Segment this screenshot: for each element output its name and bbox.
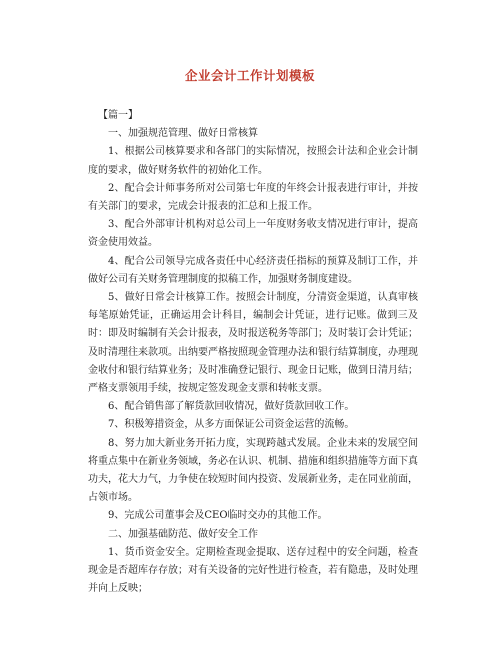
section-heading: 二、加强基础防范、做好安全工作	[108, 528, 258, 540]
document-title: 企业会计工作计划模板	[184, 68, 315, 83]
paragraph: 8、努力加大新业务开拓力度，实现跨越式发展。企业未来的发展空间将重点集中在新业务领域，务必在认识、机制、措施和组织措施等方面下真功夫，花大力气，力争使在较短时间内投资、发展新业务，走在同业前面，占领市场。	[88, 437, 418, 504]
paragraph: 5、做好日常会计核算工作。按照会计制度，分清资金渠道，认真审核每笔原始凭证，正确运用会计科目，编制会计凭证，进行记账。做到三及时：即及时编制有关会计报表，及时报送税务等部门；及时装订会计凭证；及时清理往来款项。出纳要严格按照现金管理办法和银行结算制度，办理现金收付和银行结算业务；及时准确登记银行、现金日记账，做到日清月结；严格支票领用手续，按规定签发现金支票和转帐支票。	[88, 292, 418, 395]
document-body	[88, 107, 418, 598]
paragraph: 7、积极筹措资金，从多方面保证公司资金运营的流畅。	[108, 419, 355, 431]
section-heading: 一、加强规范管理、做好日常核算	[108, 128, 258, 140]
paragraph: 3、配合外部审计机构对总公司上一年度财务收支情况进行审计，提高资金使用效益。	[88, 219, 418, 249]
paragraph: 1、根据公司核算要求和各部门的实际情况，按照会计法和企业会计制度的要求，做好财务软件的初始化工作。	[88, 146, 418, 176]
paragraph: 6、配合销售部了解货款回收情况，做好货款回收工作。	[108, 401, 355, 413]
paragraph: 9、完成公司董事会及CEO临时交办的其他工作。	[108, 510, 328, 522]
paragraph: 1、货币资金安全。定期检查现金提取、送存过程中的安全问题，检查现金是否超库存存放；对有关设备的完好性进行检查，若有隐患，及时处理并向上反映；	[88, 546, 418, 595]
paragraph: 4、配合公司领导完成各责任中心经济责任指标的预算及制订工作，并做好公司有关财务管理制度的拟稿工作，加强财务制度建设。	[88, 255, 418, 285]
section-marker: 【篇一】	[98, 110, 138, 121]
paragraph: 2、配合会计师事务所对公司第七年度的年终会计报表进行审计，并按有关部门的要求，完成会计报表的汇总和上报工作。	[88, 182, 418, 213]
